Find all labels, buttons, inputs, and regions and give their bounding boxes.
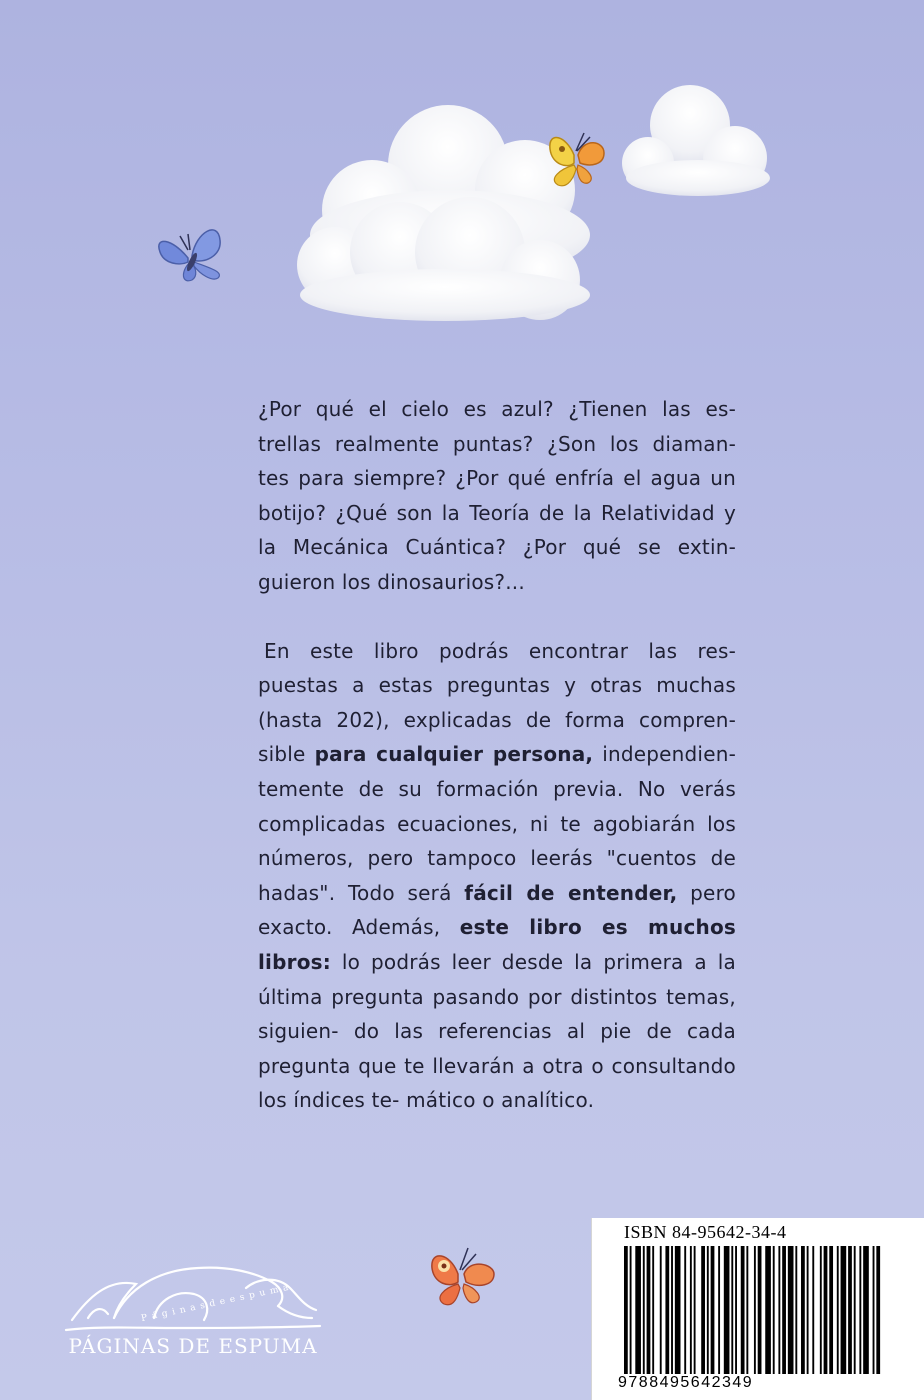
barcode-bar xyxy=(652,1246,654,1374)
barcode-bar xyxy=(876,1246,880,1374)
barcode-digits: 9788495642349 xyxy=(618,1374,754,1391)
barcode-bar xyxy=(731,1246,733,1374)
barcode-bar xyxy=(735,1246,737,1374)
sky-illustration xyxy=(0,0,924,340)
barcode-bar xyxy=(859,1246,861,1374)
intro-line: ¿Por qué el cielo es azul? ¿Tienen las es- xyxy=(258,397,736,421)
barcode-bar xyxy=(807,1246,809,1374)
barcode-icon xyxy=(624,1246,882,1374)
body-line: los números, pero tampoco leerás "cuentos xyxy=(258,811,736,871)
barcode-bar xyxy=(848,1246,852,1374)
bold-phrase: este libro es muchos libros: xyxy=(258,915,737,974)
intro-line: guieron los dinosaurios?... xyxy=(258,569,525,594)
barcode-bar xyxy=(724,1246,730,1374)
barcode-bar xyxy=(675,1246,681,1374)
barcode-bar xyxy=(671,1246,673,1374)
body-line: temente de su formación previa. No verás xyxy=(258,776,736,801)
body-line: te llevarán a otra o consultando los índices te- xyxy=(258,1053,736,1113)
barcode-bar xyxy=(690,1246,692,1374)
body-line: (hasta 202), explicadas de forma compren- xyxy=(258,707,736,732)
barcode-bar xyxy=(765,1246,771,1374)
body-line: do las referencias al pie de cada pregunta que xyxy=(258,1019,736,1078)
body-line: pregunta pasando por distintos temas, siguien- xyxy=(258,984,736,1044)
body-line: lo podrás leer desde la primera a la última xyxy=(258,949,737,1009)
barcode-bar xyxy=(778,1246,780,1374)
body-line: mático o analítico. xyxy=(406,1088,595,1113)
butterfly-icon xyxy=(540,125,612,193)
barcode-bar xyxy=(829,1246,833,1374)
logo-lettering: P á g i n a s d e e s p u m a xyxy=(140,1282,291,1325)
barcode-bar xyxy=(812,1246,814,1374)
intro-line: la Mecánica Cuántica? ¿Por qué se extin- xyxy=(258,535,736,560)
barcode-bar xyxy=(643,1246,645,1374)
barcode-bar xyxy=(694,1246,696,1374)
body-line: complicadas ecuaciones, ni te agobiarán xyxy=(258,811,696,836)
barcode-bar xyxy=(701,1246,705,1374)
barcode-bar xyxy=(665,1246,669,1374)
body-line: exacto. Además, xyxy=(258,915,460,940)
barcode-bar xyxy=(854,1246,856,1374)
body-line: En este libro podrás encontrar las res- xyxy=(264,638,736,663)
barcode-bar xyxy=(624,1246,628,1374)
barcode-bar xyxy=(718,1246,720,1374)
isbn-label: ISBN 84-95642-34-4 xyxy=(624,1222,787,1242)
barcode-bar xyxy=(746,1246,748,1374)
barcode-area xyxy=(591,1218,924,1400)
body-line: puestas a estas preguntas y otras muchas xyxy=(258,673,736,698)
barcode-bar xyxy=(773,1246,775,1374)
barcode-bar xyxy=(754,1246,756,1374)
body-line: independien- xyxy=(593,742,736,767)
barcode-bar xyxy=(782,1246,786,1374)
body-line: pero xyxy=(677,880,736,905)
intro-paragraph xyxy=(258,392,736,600)
intro-line: trellas realmente puntas? ¿Son los diaman- xyxy=(258,431,736,456)
barcode-bar xyxy=(788,1246,794,1374)
barcode-bar xyxy=(630,1246,632,1374)
barcode-bar xyxy=(841,1246,847,1374)
barcode-bar xyxy=(741,1246,745,1374)
body-line: sible xyxy=(258,742,315,767)
barcode-bar xyxy=(863,1246,869,1374)
intro-line: botijo? ¿Qué son la Teoría de la Relatividad y xyxy=(258,500,736,525)
bold-phrase: para cualquier persona, xyxy=(314,742,594,767)
barcode-bar xyxy=(684,1246,686,1374)
barcode-bar xyxy=(711,1246,715,1374)
description-text xyxy=(258,392,736,1118)
barcode-bar xyxy=(837,1246,839,1374)
butterfly-icon xyxy=(424,1240,502,1312)
barcode-bar xyxy=(801,1246,805,1374)
barcode-bar xyxy=(824,1246,828,1374)
barcode-bar xyxy=(660,1246,662,1374)
barcode-bar xyxy=(795,1246,797,1374)
body-paragraph xyxy=(258,634,736,1118)
butterfly-icon xyxy=(152,218,230,288)
body-line: de hadas". Todo será xyxy=(258,846,736,905)
barcode-bar xyxy=(758,1246,762,1374)
barcode-bar xyxy=(820,1246,822,1374)
publisher-name: PÁGINAS DE ESPUMA xyxy=(68,1334,318,1358)
cloud-icon xyxy=(622,85,770,196)
bold-phrase: fácil de entender, xyxy=(464,880,678,905)
barcode-bar xyxy=(707,1246,709,1374)
barcode-bar xyxy=(647,1246,651,1374)
intro-line: tes para siempre? ¿Por qué enfría el agua un xyxy=(258,466,736,491)
barcode-bar xyxy=(873,1246,875,1374)
barcode-bar xyxy=(635,1246,641,1374)
